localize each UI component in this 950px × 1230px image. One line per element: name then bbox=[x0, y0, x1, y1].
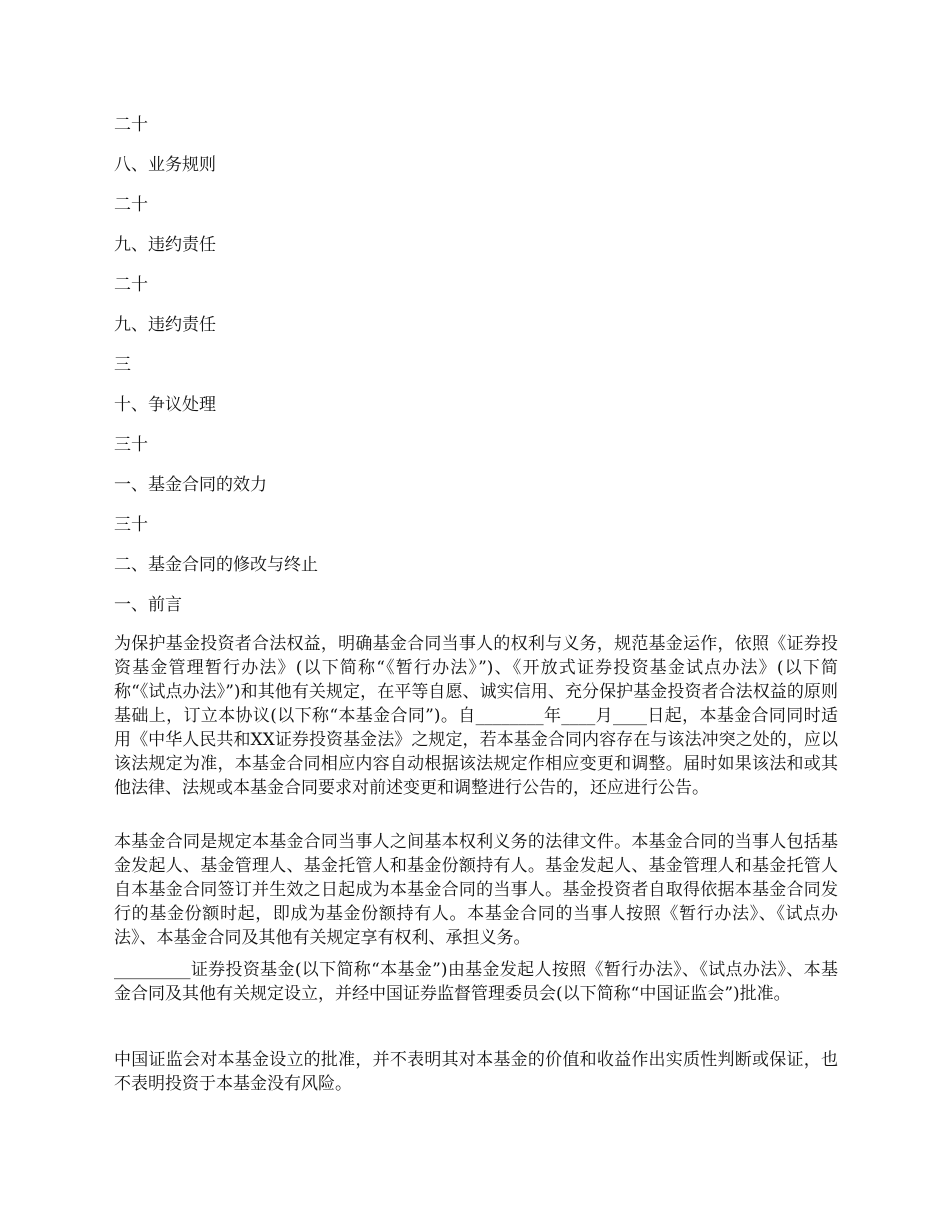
toc-line: 三十 bbox=[114, 435, 148, 455]
toc-line: 一、基金合同的效力 bbox=[114, 475, 267, 495]
body-paragraph: 本基金合同是规定本基金合同当事人之间基本权利义务的法律文件。本基金合同的当事人包括基金发起人、基金管理人、基金托管人和基金份额持有人。基金发起人、基金管理人和基金托管人自本基金合同签订并生效之日起成为本基金合同的当事人。基金投资者自取得依据本基金合同发行的基金份额时起，即成为基金份额持有人。本基金合同的当事人按照《暂行办法》、《试点办法》、本基金合同及其他有关规定享有权利、承担义务。 bbox=[114, 832, 838, 948]
body-paragraph: _________证券投资基金(以下简称“本基金”)由基金发起人按照《暂行办法》、《试点办法》、本基金合同及其他有关规定设立，并经中国证券监督管理委员会(以下简称“中国证监会”)批准。 bbox=[114, 960, 838, 1004]
section-heading: 一、前言 bbox=[114, 595, 182, 615]
toc-line: 八、业务规则 bbox=[114, 155, 216, 175]
toc-line: 九、违约责任 bbox=[114, 315, 216, 335]
toc-line: 二十 bbox=[114, 275, 148, 295]
toc-line: 二、基金合同的修改与终止 bbox=[114, 555, 318, 575]
toc-line: 二十 bbox=[114, 115, 148, 135]
toc-line: 二十 bbox=[114, 195, 148, 215]
body-paragraph: 中国证监会对本基金设立的批准，并不表明其对本基金的价值和收益作出实质性判断或保证，也不表明投资于本基金没有风险。 bbox=[114, 1050, 838, 1094]
toc-line: 三十 bbox=[114, 515, 148, 535]
body-paragraph: 为保护基金投资者合法权益，明确基金合同当事人的权利与义务，规范基金运作，依照《证券投资基金管理暂行办法》(以下简称“《暂行办法》”)、《开放式证券投资基金试点办法》(以下简称“《试点办法》”)和其他有关规定，在平等自愿、诚实信用、充分保护基金投资者合法权益的原则基础上，订立本协议(以下称“本基金合同”)。自________年____月____日起，本基金合同同时适用《中华人民共和XX证券投资基金法》之规定，若本基金合同内容存在与该法冲突之处的，应以该法规定为准，本基金合同相应内容自动根据该法规定作相应变更和调整。届时如果该法和或其他法律、法规或本基金合同要求对前述变更和调整进行公告的，还应进行公告。 bbox=[114, 634, 838, 798]
toc-line: 十、争议处理 bbox=[114, 395, 216, 415]
toc-line: 九、违约责任 bbox=[114, 235, 216, 255]
toc-line: 三 bbox=[114, 355, 131, 375]
